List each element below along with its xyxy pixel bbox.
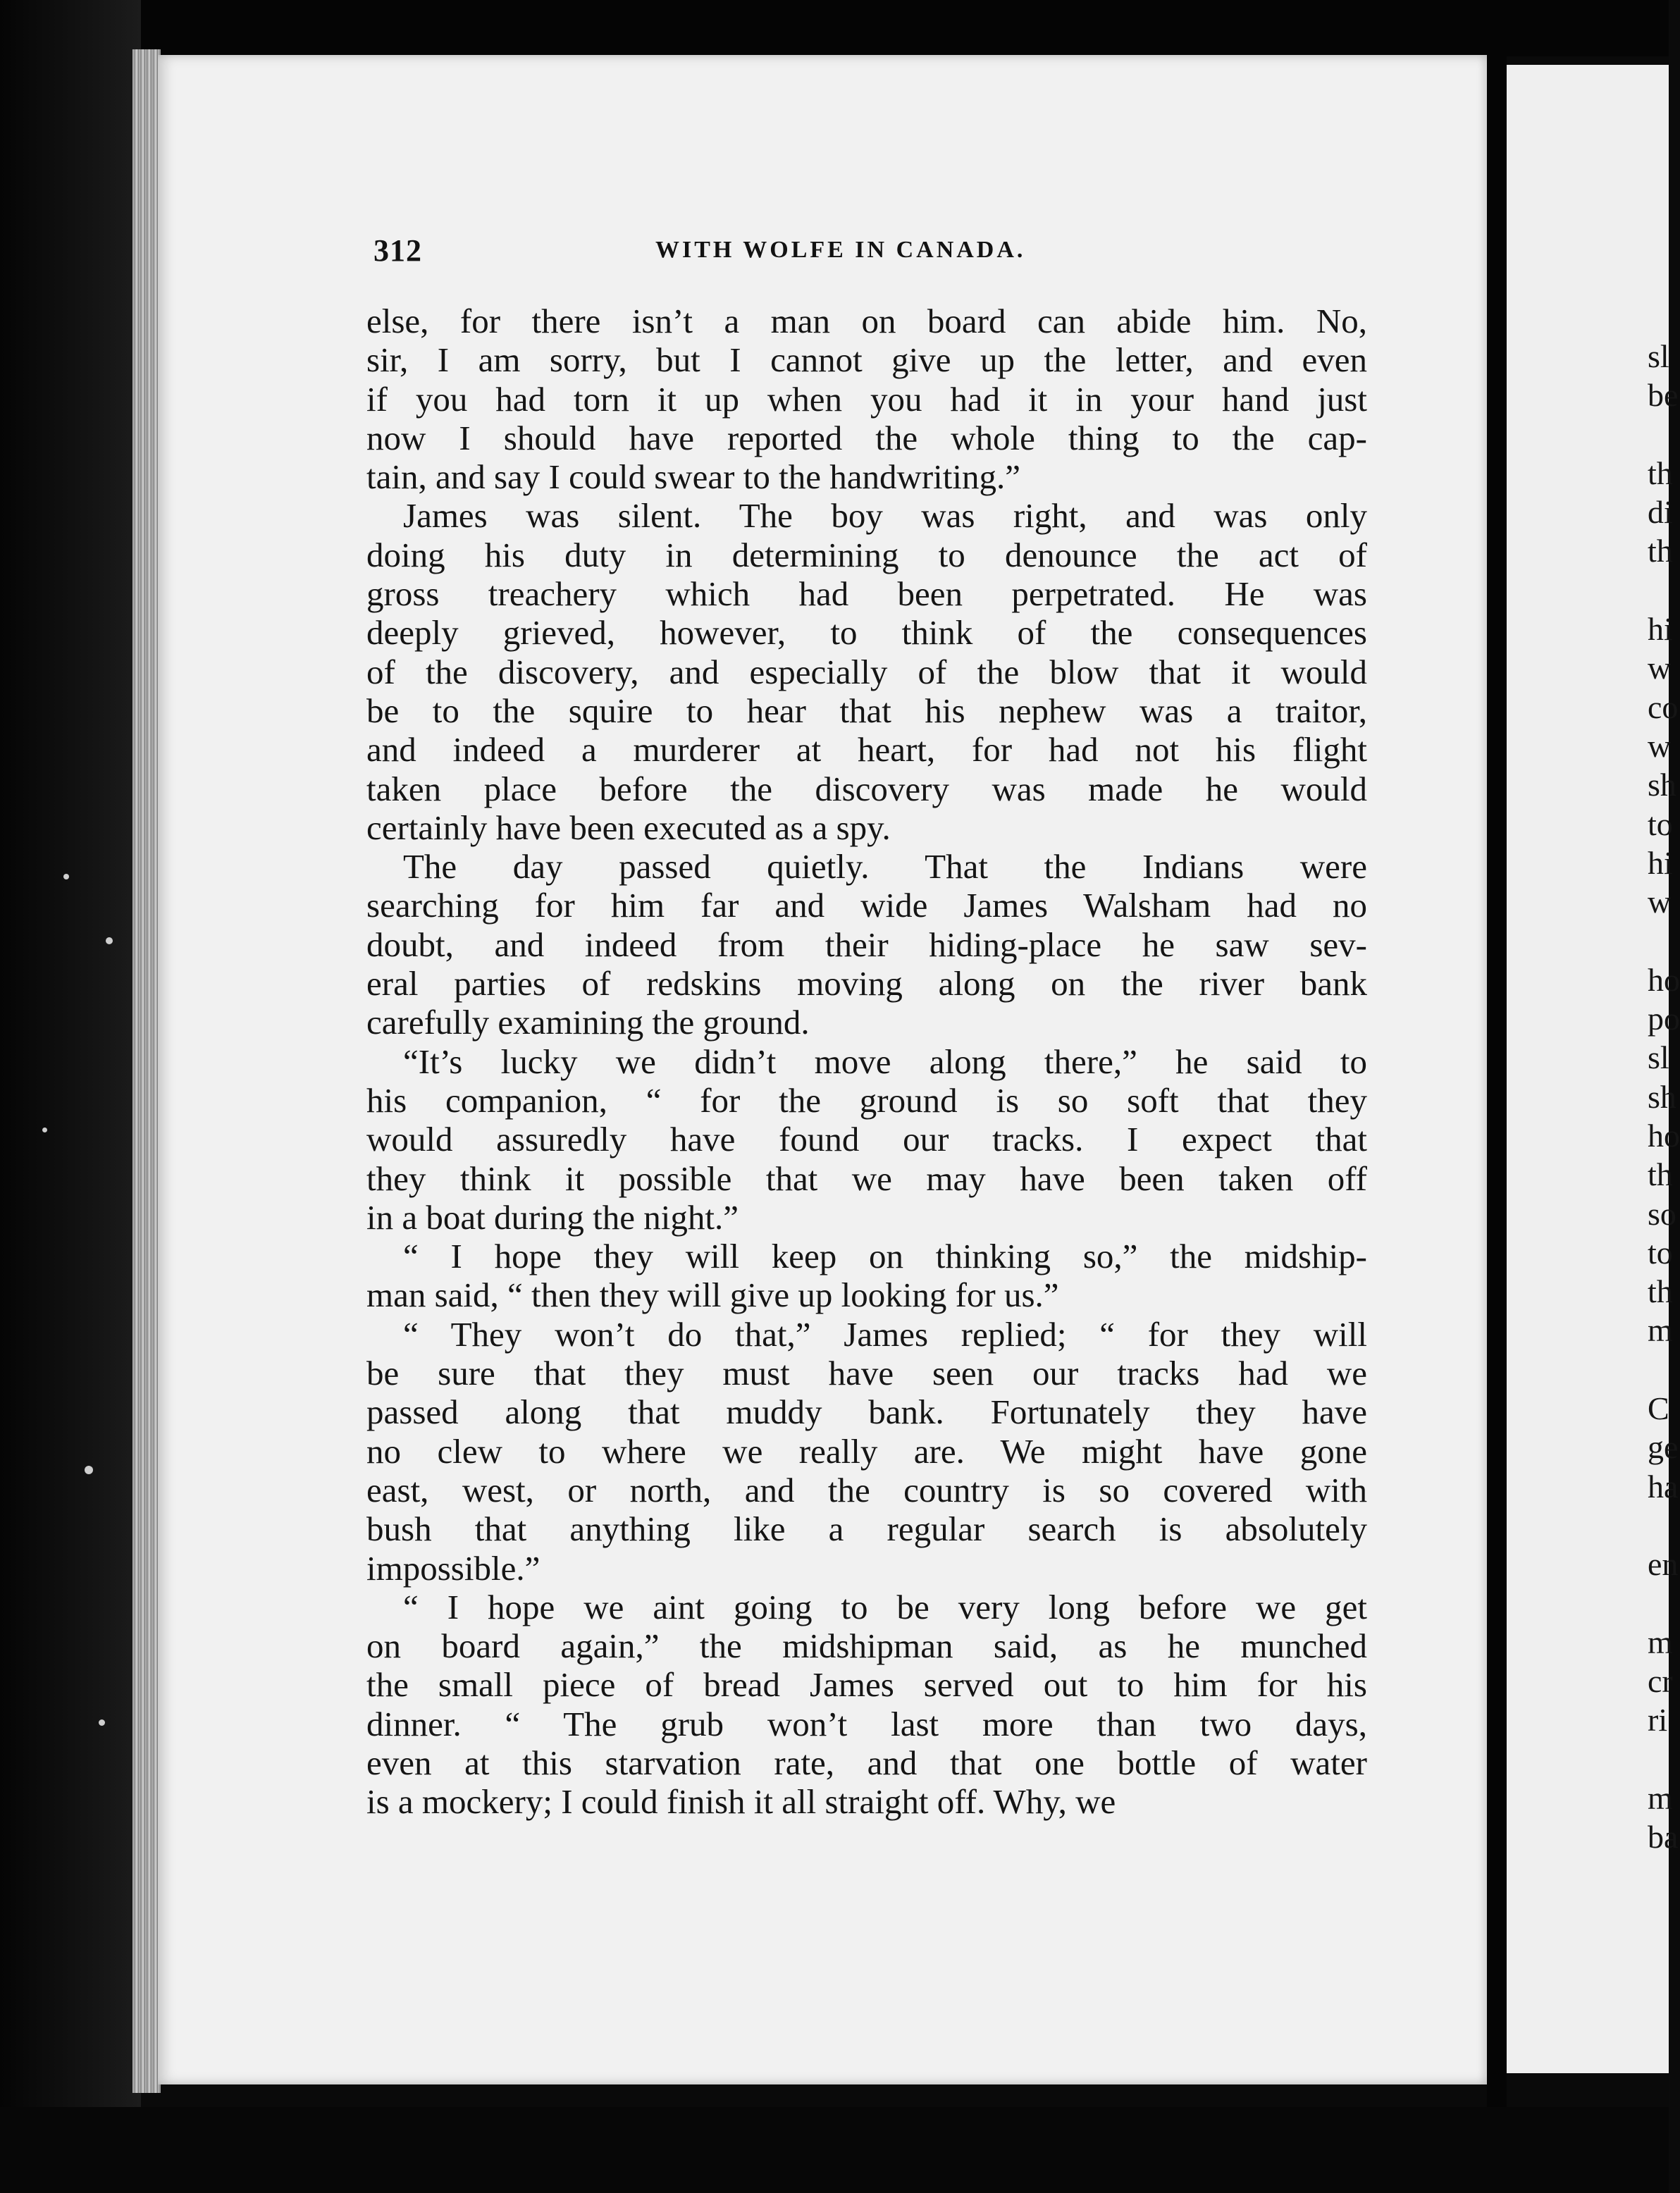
text-line: be to the squire to hear that his nephew was a traitor, [366,691,1367,730]
facing-page-fragment: ba [1648,1819,1679,1855]
facing-page-fragment: th [1648,1273,1673,1310]
scan-bottom-border [0,2107,1669,2193]
scan-speck [85,1466,93,1474]
body-text [366,302,1367,1822]
text-line: on board again,” the midshipman said, as he munched [366,1626,1367,1666]
paragraph [366,496,1367,847]
facing-page-fragment [1648,1350,1676,1389]
facing-page-fragment: w [1648,884,1672,920]
book-spine-edge [0,0,141,2193]
page-number: 312 [373,233,422,268]
facing-page-fragment: ri [1648,1702,1668,1738]
text-line: if you had torn it up when you had it in your hand just [366,379,1367,419]
facing-page-fragment [1648,921,1676,960]
text-line: in a boat during the night.” [366,1197,739,1237]
facing-page-fragment: sh [1648,767,1676,803]
paragraph [366,1237,1367,1315]
text-line: tain, and say I could swear to the handwriting.” [366,457,1021,497]
facing-page-fragment: po [1648,1001,1680,1037]
book-gutter [1487,42,1507,2107]
facing-page-fragment: sh [1648,1078,1676,1115]
text-line: now I should have reported the whole thing to the cap- [366,418,1367,457]
scan-speck [63,874,69,879]
text-line: deeply grieved, however, to think of the consequences [366,613,1367,653]
facing-page-fragment [1648,1584,1676,1623]
paragraph [366,302,1367,496]
text-line: passed along that muddy bank. Fortunately they have [366,1392,1367,1432]
facing-page-fragment: be [1648,377,1679,414]
facing-page-fragment: so [1648,1195,1676,1232]
facing-page [1507,65,1669,2073]
text-line: impossible.” [366,1548,541,1588]
text-line: dinner. “ The grub won’t last more than two days, [366,1704,1367,1743]
text-line: eral parties of redskins moving along on the river bank [366,964,1367,1003]
facing-page-fragment: w [1648,650,1672,686]
facing-page-fragment: m [1648,1312,1673,1349]
facing-page-fragment: ho [1648,1117,1680,1154]
text-line: else, for there isn’t a man on board can abide him. No, [366,302,1367,340]
text-line: James was silent. The boy was right, and was only [403,496,1367,536]
text-line: sir, I am sorry, but I cannot give up the letter, and even [366,340,1367,380]
text-line: “ They won’t do that,” James replied; “ for they will [403,1314,1367,1354]
text-line: his companion, “ for the ground is so soft that they [366,1080,1367,1120]
facing-page-fragment: sl [1648,338,1669,374]
facing-page-fragment: en [1648,1546,1679,1583]
facing-page-fragment: ge [1648,1429,1679,1466]
text-line: east, west, or north, and the country is so covered with [366,1470,1367,1509]
text-line: gross treachery which had been perpetrated. He was [366,574,1367,614]
facing-page-fragment: m [1648,1779,1673,1816]
facing-page-fragment: to [1648,805,1673,842]
facing-page-fragment: C [1648,1390,1669,1427]
facing-page-fragment: th [1648,1156,1673,1193]
text-line: of the discovery, and especially of the blow that it would [366,652,1367,691]
facing-page-fragment: ho [1648,961,1680,998]
text-line: even at this starvation rate, and that one bottle of water [366,1743,1367,1782]
text-line: no clew to where we really are. We might have gone [366,1431,1367,1471]
text-line: bush that anything like a regular search is absolutely [366,1509,1367,1549]
facing-page-fragment: sl [1648,1039,1669,1076]
running-title: WITH WOLFE IN CANADA. [655,237,1026,263]
paragraph [366,1315,1367,1588]
text-line: The day passed quietly. That the Indians were [403,847,1367,887]
paragraph [366,1588,1367,1822]
paragraph [366,847,1367,1042]
text-line: the small piece of bread James served out to him for his [366,1665,1367,1705]
text-line: they think it possible that we may have been taken off [366,1159,1367,1198]
scan-speck [106,937,113,944]
facing-page-fragment: co [1648,688,1679,725]
facing-page-fragment: cr [1648,1663,1673,1700]
text-line: would assuredly have found our tracks. I expect that [366,1120,1367,1159]
text-line: certainly have been executed as a spy. [366,808,891,847]
text-line: and indeed a murderer at heart, for had not his flight [366,730,1367,770]
text-line: doubt, and indeed from their hiding-place he saw sev- [366,925,1367,964]
text-line: “It’s lucky we didn’t move along there,” he said to [403,1042,1367,1081]
facing-page-fragment: di [1648,494,1673,531]
facing-page-fragment [1648,1506,1676,1545]
text-line: is a mockery; I could finish it all straight off. Why, we [366,1782,1116,1822]
text-line: doing his duty in determining to denounce the act of [366,535,1367,574]
facing-page-fragment [1648,415,1676,454]
text-line: taken place before the discovery was made he would [366,769,1367,808]
page-stack-edge [132,49,161,2093]
facing-page-fragment [1648,571,1676,610]
text-line: be sure that they must have seen our tracks had we [366,1354,1367,1393]
facing-page-fragment: th [1648,533,1673,569]
scan-speck [42,1128,47,1132]
facing-page-fragment: m [1648,1624,1673,1660]
scan-speck [99,1719,105,1726]
scan-top-border [141,0,1669,56]
text-line: “ I hope we aint going to be very long before we get [403,1587,1367,1626]
facing-page-fragment: to [1648,1234,1673,1271]
facing-page-fragment: ha [1648,1468,1679,1505]
text-line: carefully examining the ground. [366,1003,810,1042]
page-header [373,233,1360,275]
facing-page-fragment: hi [1648,611,1673,648]
text-line: searching for him far and wide James Walsham had no [366,886,1367,925]
facing-page-text-fragments [1648,337,1680,1857]
text-line: “ I hope they will keep on thinking so,” the midship- [403,1237,1367,1276]
facing-page-fragment: th [1648,455,1673,491]
paragraph [366,1042,1367,1237]
facing-page-fragment: w [1648,727,1672,764]
text-line: man said, “ then they will give up looking for us.” [366,1275,1059,1315]
facing-page-fragment: hi [1648,844,1673,881]
facing-page-fragment [1648,1740,1676,1779]
